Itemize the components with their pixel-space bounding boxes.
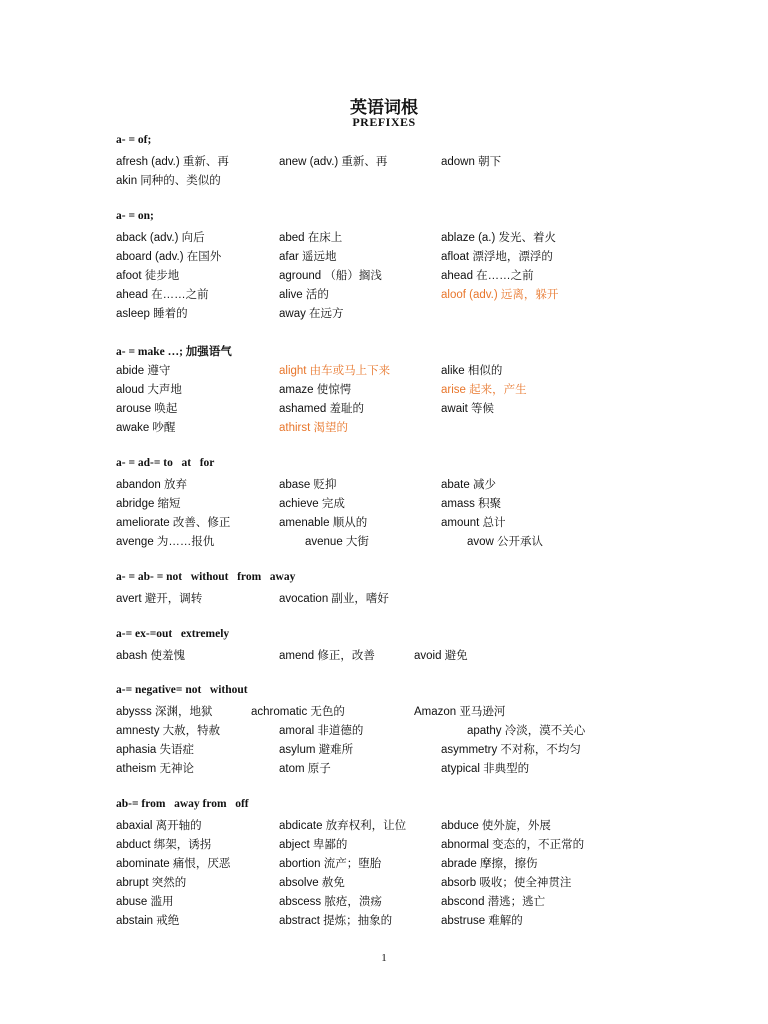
word-entry: athirst 渴望的	[279, 422, 349, 434]
word-entry: awake 吵醒	[116, 422, 176, 434]
word-entry: arouse 唤起	[116, 403, 178, 415]
word-entry: abortion 流产；堕胎	[279, 858, 382, 870]
word-entry: abuse 滥用	[116, 896, 174, 908]
entry-row	[0, 400, 768, 419]
word-entry: ablaze (a.) 发光、着火	[441, 232, 557, 244]
entry-row	[0, 267, 768, 286]
word-entry: ashamed 羞耻的	[279, 403, 365, 415]
entry-row	[0, 381, 768, 400]
page-subtitle: PREFIXES	[352, 115, 416, 129]
word-entry: amass 积聚	[441, 498, 502, 510]
word-entry: abnormal 变态的，不正常的	[441, 839, 585, 851]
section-heading: ab-= from away from off	[116, 798, 249, 810]
word-entry: abscond 潜逃；逃亡	[441, 896, 546, 908]
entry-row	[0, 476, 768, 495]
entry-row	[0, 893, 768, 912]
word-entry: avenge 为……报仇	[116, 536, 215, 548]
word-entry: abed 在床上	[279, 232, 343, 244]
word-entry: asymmetry 不对称，不均匀	[441, 744, 581, 756]
entry-row	[0, 874, 768, 893]
word-entry: amend 修正，改善	[279, 650, 375, 662]
entry-row	[0, 836, 768, 855]
word-entry: amenable 顺从的	[279, 517, 368, 529]
entry-row	[0, 533, 768, 552]
word-entry: atypical 非典型的	[441, 763, 530, 775]
word-entry: abstract 提炼；抽象的	[279, 915, 393, 927]
word-entry: aback (adv.) 向后	[116, 232, 205, 244]
word-entry: away 在远方	[279, 308, 344, 320]
word-entry: amaze 使惊愕	[279, 384, 352, 396]
entry-row	[0, 305, 768, 324]
entry-row	[0, 855, 768, 874]
word-entry: absorb 吸收；使全神贯注	[441, 877, 572, 889]
entry-row	[0, 495, 768, 514]
word-entry: afar 遥远地	[279, 251, 337, 263]
entry-row	[0, 362, 768, 381]
word-entry: abrade 摩擦，擦伤	[441, 858, 538, 870]
word-entry: afresh (adv.) 重新、再	[116, 156, 229, 168]
entry-row	[0, 419, 768, 438]
word-entry: avow 公开承认	[467, 536, 544, 548]
word-entry: abstain 戒绝	[116, 915, 180, 927]
word-entry: asleep 睡着的	[116, 308, 188, 320]
word-entry: abide 遵守	[116, 365, 171, 377]
word-entry: avoid 避免	[414, 650, 468, 662]
entry-row	[0, 912, 768, 931]
word-entry: ahead 在……之前	[441, 270, 534, 282]
word-entry: absolve 赦免	[279, 877, 345, 889]
word-entry: adown 朝下	[441, 156, 502, 168]
word-entry: alive 活的	[279, 289, 329, 301]
section-heading: a- = on;	[116, 210, 154, 222]
word-entry: avenue 大街	[305, 536, 369, 548]
word-entry: asylum 避难所	[279, 744, 354, 756]
page-title: 英语词根	[350, 98, 418, 118]
section-heading: a- = ab- = not without from away	[116, 571, 296, 583]
word-entry: abash 使羞愧	[116, 650, 186, 662]
word-entry: abdicate 放弃权利，让位	[279, 820, 407, 832]
entry-row	[0, 514, 768, 533]
entry-row	[0, 229, 768, 248]
word-entry: arise 起来，产生	[441, 384, 527, 396]
word-entry: aloud 大声地	[116, 384, 182, 396]
word-entry: abaxial 离开轴的	[116, 820, 202, 832]
word-entry: aphasia 失语症	[116, 744, 194, 756]
entry-row	[0, 741, 768, 760]
word-entry: abominate 痛恨，厌恶	[116, 858, 231, 870]
entry-row	[0, 760, 768, 779]
entry-row	[0, 703, 768, 722]
entry-row	[0, 286, 768, 305]
word-entry: afoot 徒步地	[116, 270, 180, 282]
word-entry: achromatic 无色的	[251, 706, 345, 718]
word-entry: aloof (adv.) 远离，躲开	[441, 289, 559, 301]
word-entry: atom 原子	[279, 763, 331, 775]
word-entry: avocation 副业，嗜好	[279, 593, 389, 605]
entry-row	[0, 722, 768, 741]
word-entry: achieve 完成	[279, 498, 345, 510]
word-entry: aboard (adv.) 在国外	[116, 251, 222, 263]
word-entry: abysss 深渊，地狱	[116, 706, 213, 718]
section-heading: a- = ad-= to at for	[116, 457, 215, 469]
word-entry: atheism 无神论	[116, 763, 194, 775]
page-number: 1	[381, 952, 387, 964]
word-entry: abscess 脓疮，溃疡	[279, 896, 382, 908]
section-heading: a- = of;	[116, 134, 152, 146]
word-entry: Amazon 亚马逊河	[414, 706, 506, 718]
entry-row	[0, 153, 768, 172]
section-heading: a-= ex-=out extremely	[116, 628, 230, 640]
entry-row	[0, 817, 768, 836]
section-heading: a- = make …; 加强语气	[116, 346, 232, 358]
word-entry: apathy 冷淡，漠不关心	[467, 725, 586, 737]
word-entry: abrupt 突然的	[116, 877, 187, 889]
word-entry: akin 同种的、类似的	[116, 175, 221, 187]
word-entry: avert 避开，调转	[116, 593, 203, 605]
entry-row	[0, 647, 768, 666]
word-entry: abase 贬抑	[279, 479, 337, 491]
word-entry: alike 相似的	[441, 365, 503, 377]
word-entry: abduce 使外旋，外展	[441, 820, 551, 832]
word-entry: abduct 绑架，诱拐	[116, 839, 212, 851]
word-entry: ameliorate 改善、修正	[116, 517, 231, 529]
entry-row	[0, 248, 768, 267]
word-entry: anew (adv.) 重新、再	[279, 156, 388, 168]
section-heading: a-= negative= not without	[116, 684, 248, 696]
word-entry: abate 减少	[441, 479, 496, 491]
word-entry: aground （船）搁浅	[279, 270, 382, 282]
entry-row	[0, 172, 768, 191]
word-entry: abridge 缩短	[116, 498, 181, 510]
word-entry: await 等候	[441, 403, 495, 415]
entry-row	[0, 590, 768, 609]
word-entry: abject 卑鄙的	[279, 839, 348, 851]
word-entry: abandon 放弃	[116, 479, 187, 491]
word-entry: ahead 在……之前	[116, 289, 209, 301]
word-entry: amoral 非道德的	[279, 725, 364, 737]
word-entry: afloat 漂浮地，漂浮的	[441, 251, 553, 263]
word-entry: amnesty 大赦，特赦	[116, 725, 221, 737]
word-entry: amount 总计	[441, 517, 506, 529]
word-entry: alight 由车或马上下来	[279, 365, 391, 377]
word-entry: abstruse 难解的	[441, 915, 523, 927]
